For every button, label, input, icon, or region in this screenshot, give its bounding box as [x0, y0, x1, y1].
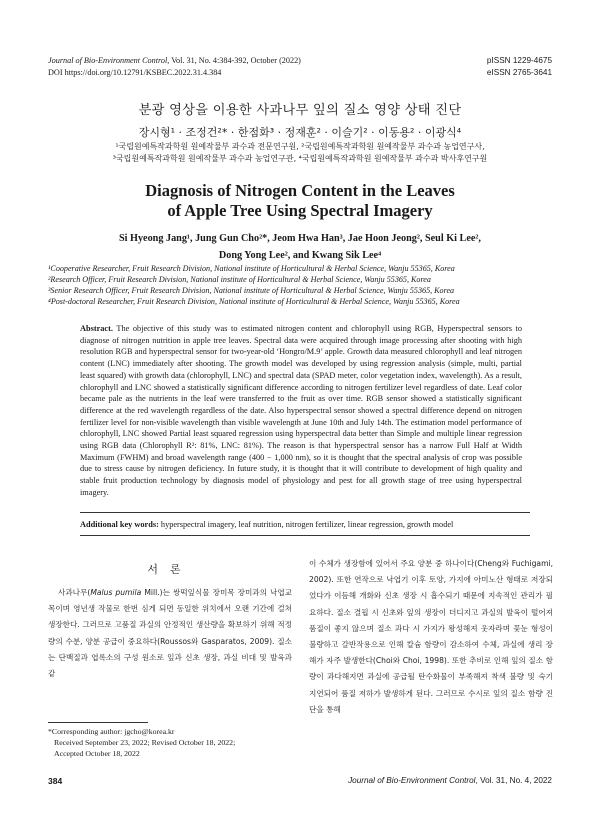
journal-citation-line [48, 55, 301, 67]
abstract-divider-top [80, 512, 530, 513]
english-title-line2: of Apple Tree Using Spectral Imagery [167, 201, 433, 220]
keywords-label: Additional key words: [80, 520, 159, 529]
korean-affiliation-line: ³국립원예특작과학원 원예작물부 과수과 농업연구관, ⁴국립원예특작과학원 원예작물부 과수과 박사후연구원 [112, 154, 488, 163]
footnote [48, 726, 292, 759]
doi[interactable]: DOI https://doi.org/10.12791/KSBEC.2022.31.4.384 [48, 68, 222, 77]
english-affiliation-line: ²Research Officer, Fruit Research Division, National institute of Horticultural & Herbal Science, Wanju 55365, Korea [48, 275, 431, 284]
keywords [80, 519, 530, 530]
journal-header [48, 55, 301, 79]
abstract [80, 323, 522, 499]
intro-paragraph-continued: 이 수체가 생장함에 있어서 주요 양분 중 하나이다(Cheng와 Fuchigami, 2002). 또한 연작으로 낙엽기 이후 토양, 가지에 아미노산 형태로 저장되었다가 이듬해 개화와 신초 생장 시 흡수되기 때문에 지속적인 관리가 필요하다. 질소 결핍 시 신초와 잎의 생장이 더디지고 과실의 발육이 떨어져 품질이 좋지 않으며 질소 과다 시 가지가 왕성해져 웃자라며 꽃눈 형성이 불량하고 갈반작용으로 인해 칼슘 함량이 감소하여 수체, 과실에 생리 장해가 자주 발생한다(Choi와 Choi, 1998). 또한 추비로 인해 잎의 질소 함량이 과다해지면 과실에 공급될 탄수화물이 부족해져 착색 불량 및 숙기 지연되어 품질 저하가 발생하게 된다. 그러므로 수시로 잎의 질소 함량 진단을 통해 [309, 559, 553, 714]
footer-journal-issue: , Vol. 31, No. 4, 2022 [475, 776, 552, 785]
korean-affiliations [40, 141, 560, 165]
english-affiliation-line: ¹Cooperative Researcher, Fruit Research Division, National institute of Horticultural & Herbal Science, Wanju 55365, Korea [48, 264, 455, 273]
received-dates: Received September 23, 2022; Revised October 18, 2022; [54, 738, 236, 747]
journal-citation: , Vol. 31, No. 4:384-392, October (2022) [167, 56, 301, 65]
korean-title: 분광 영상을 이용한 사과나무 잎의 질소 영양 상태 진단 [138, 103, 462, 118]
footnote-rule [48, 722, 148, 723]
corresponding-author: *Corresponding author: jgcho@korea.kr [48, 727, 175, 736]
korean-affiliation-line: ¹국립원예특작과학원 원예작물부 과수과 전문연구원, ²국립원예특작과학원 원예작물부 과수과 농업연구사, [115, 142, 485, 151]
english-affiliation-line: ³Senior Research Officer, Fruit Research Division, National institute of Horticultural & Herbal Science, Wanju 55365, Korea [48, 286, 455, 295]
english-title [0, 181, 600, 221]
abstract-label: Abstract. [80, 324, 113, 333]
footer-journal-name: Journal of Bio-Environment Control [348, 776, 476, 785]
species-name: Malus pumila [90, 588, 142, 597]
pissn: pISSN 1229-4675 [486, 56, 552, 65]
eissn: eISSN 2765-3641 [486, 68, 552, 77]
english-authors-line2: Dong Yong Lee², and Kwang Sik Lee⁴ [218, 250, 382, 261]
abstract-text: The objective of this study was to estimated nitrogen content and chlorophyll using RGB, Hyperspectral sensors to diagnose of nitrogen nutrition in apple tree leaves. Spectral data were acquired through image processing after shooting with high resolution RGB and hyperspectral sensor for two-year-old ‘Hongro/M.9’ apple. Growth data measured chlorophyll and leaf nitrogen content (LNC) immediately after shooting. The growth model was developed by using regression analysis (simple, multi, partial least squared) with growth data (chlorophyll, LNC) and spectral data (SPAD meter, color vegetation index, wavelength). As a result, chlorophyll and LNC showed a statistically significant difference according to nitrogen fertilizer level regardless of date. Leaf color became pale as the nutrients in the leaf were transferred to the fruit as over time. RGB sensor showed a statistically significant difference at the red wavelength regardless of the date. Also hyperspectral sensor showed a spectral difference depend on nitrogen fertilizer level for non-visible wavelength than visible wavelength at June 10th and July 14th. The estimation model performance of chlorophyll, LNC showed Partial least squared regression using hyperspectral data better than Simple and multiple linear regression using RGB data (Chlorophyll R²: 81%, LNC: 81%). The reason is that hyperspectral sensor has a narrow Full Half at Width Maximum (FWHM) and broad wavelength range (400 − 1,000 nm), so it is thought that the spectral analysis of crop was possible due to stress cause by nitrogen deficiency. In future study, it is thought that it will contribute to development of high quality and stable fruit production technology by diagnosis model of physiology and pest for all growth stage of tree using hyperspectral imagery. [80, 324, 522, 497]
footer-journal [348, 776, 552, 785]
english-authors [0, 230, 600, 264]
journal-name: Journal of Bio-Environment Control [48, 56, 168, 65]
korean-authors: 장시형¹ · 조정건²* · 한점화³ · 정재훈² · 이슬기² · 이동용² · 이광식⁴ [138, 126, 462, 139]
accepted-date: Accepted October 18, 2022 [54, 749, 140, 758]
issn-block [487, 55, 552, 79]
keywords-text: hyperspectral imagery, leaf nutrition, nitrogen fertilizer, linear regression, growth model [158, 520, 454, 529]
intro-left-column [48, 585, 292, 682]
page-number: 384 [48, 776, 63, 786]
abstract-divider-bottom [80, 535, 530, 536]
english-affiliations [48, 263, 568, 307]
intro-right-column [309, 556, 553, 718]
intro-lead: 사과나무( [58, 588, 91, 597]
english-title-line1: Diagnosis of Nitrogen Content in the Leaves [145, 181, 455, 200]
english-affiliation-line: ⁴Post-doctoral Researcher, Fruit Research Division, National institute of Horticultural & Herbal Science, Wanju 55365, Korea [48, 297, 460, 306]
section-title-introduction: 서론 [147, 563, 193, 576]
intro-paragraph [48, 585, 292, 682]
english-authors-line1: Si Hyeong Jang¹, Jung Gun Cho²*, Jeom Hwa Han³, Jae Hoon Jeong², Seul Ki Lee², [119, 233, 481, 244]
intro-body: Mill.)는 쌍떡잎식물 장미목 장미과의 낙엽교목이며 영년생 작물로 한번 심게 되면 동일한 위치에서 오랜 기간에 걸쳐 생장한다. 그러므로 고품질 과실의 안정적인 생산량을 확보하기 위해 적정 량의 수분, 양분 공급이 중요하다(Roussos와 Gasparatos, 2009). 질소는 단백질과 엽록소의 구성 원소로 잎과 신초 생장, 과실 비대 및 발육과 같 [48, 588, 292, 679]
